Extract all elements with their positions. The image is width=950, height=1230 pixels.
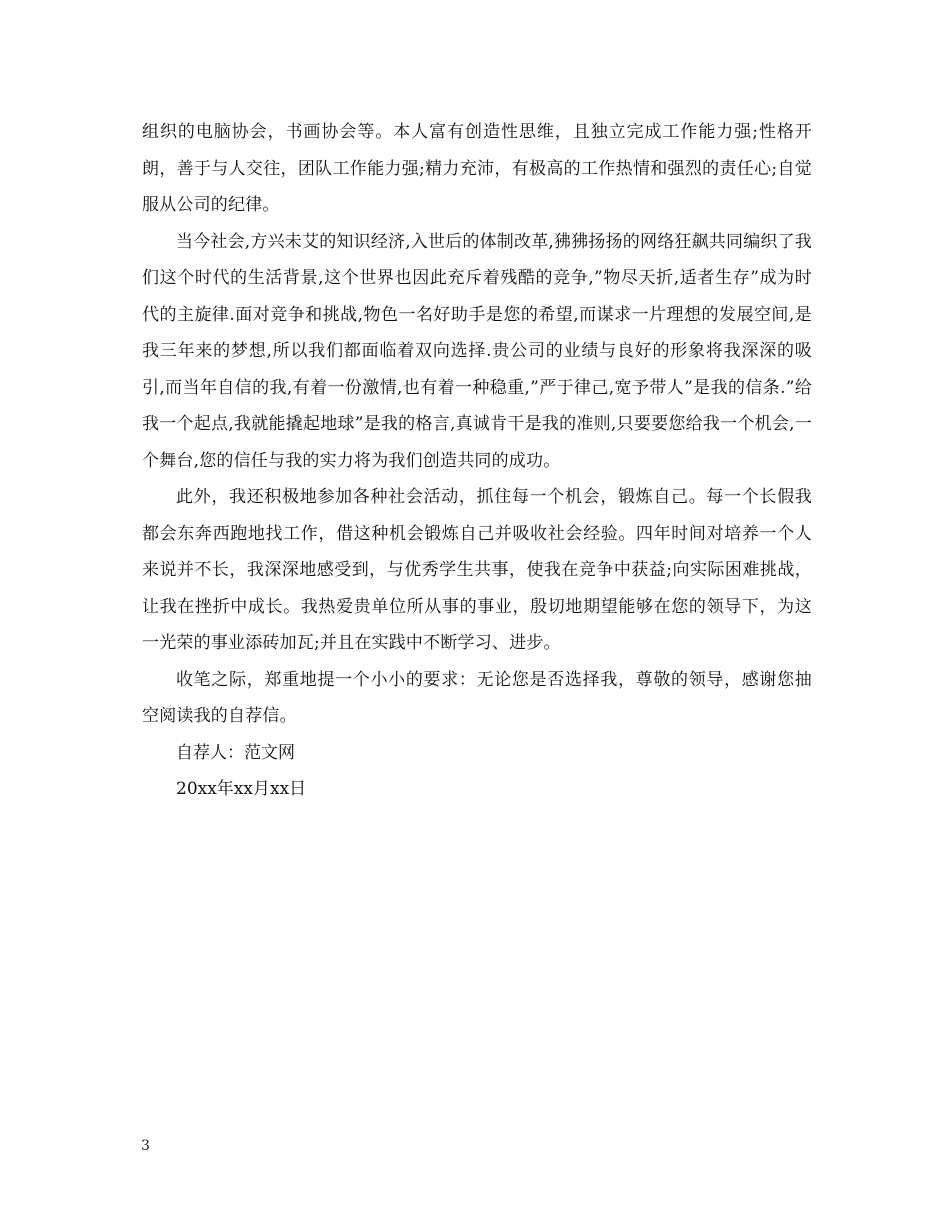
date-line: 20xx年xx月xx日 [176,779,307,799]
paragraph-3: 此外，我还积极地参加各种社会活动，抓住每一个机会，锻炼自己。每一个长假我都会东奔西跑地找工作，借这种机会锻炼自己并吸收社会经验。四年时间对培养一个人来说并不长，我深深地感受到，与优秀学生共事，使我在竞争中获益;向实际困难挑战，让我在挫折中成长。我热爱贵单位所从事的事业，殷切地期望能够在您的领导下，为这一光荣的事业添砖加瓦;并且在实践中不断学习、进步。 [142,487,812,653]
paragraph-4: 收笔之际，郑重地提一个小小的要求：无论您是否选择我，尊敬的领导，感谢您抽空阅读我的自荐信。 [142,669,812,726]
paragraph-2: 当今社会,方兴未艾的知识经济,入世后的体制改革,狒狒扬扬的网络狂飙共同编织了我们这个时代的生活背景,这个世界也因此充斥着残酷的竞争,”物尽天折,适者生存”成为时代的主旋律.面对竞争和挑战,物色一名好助手是您的希望,而谋求一片理想的发展空间,是我三年来的梦想,所以我们都面临着双向选择.贵公司的业绩与良好的形象将我深深的吸引,而当年自信的我,有着一份激情,也有着一种稳重,”严于律己,宽予带人”是我的信条.”给我一个起点,我就能撬起地球”是我的格言,真诚肯干是我的准则,只要要您给我一个机会,一个舞台,您的信任与我的实力将为我们创造共同的成功。 [142,231,813,471]
page-number: 3 [141,1138,150,1154]
letter-body [142,114,812,808]
signature-line: 自荐人：范文网 [176,742,295,763]
paragraph-1: 组织的电脑协会，书画协会等。本人富有创造性思维，且独立完成工作能力强;性格开朗，善于与人交往，团队工作能力强;精力充沛，有极高的工作热情和强烈的责任心;自觉服从公司的纪律。 [142,122,812,215]
